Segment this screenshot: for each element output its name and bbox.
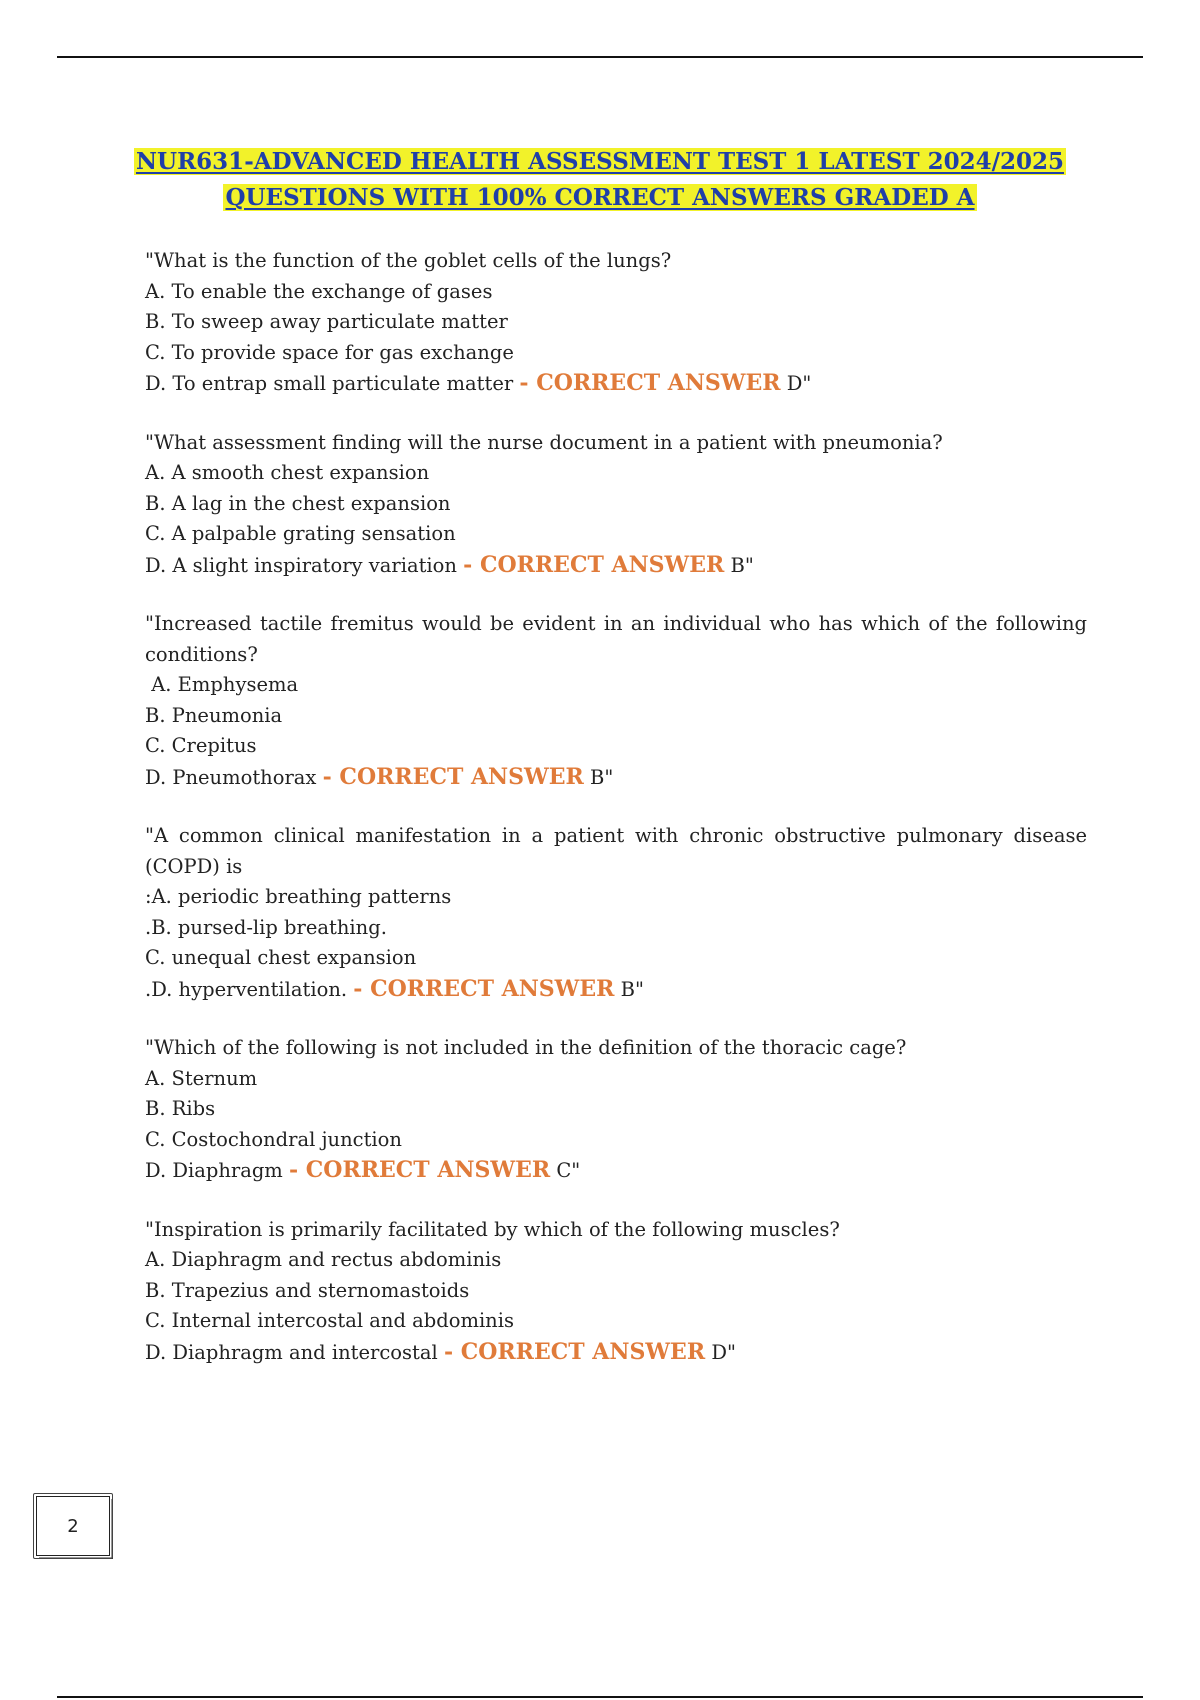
option-b: B. To sweep away particulate matter bbox=[145, 310, 508, 333]
question-5 bbox=[145, 1033, 1087, 1187]
title-line-2: QUESTIONS WITH 100% CORRECT ANSWERS GRADED A bbox=[225, 184, 975, 211]
answer-letter: C" bbox=[556, 1159, 581, 1182]
option-b: B. Pneumonia bbox=[145, 703, 283, 727]
question-6 bbox=[145, 1215, 1087, 1369]
option-c: C. Crepitus bbox=[145, 734, 257, 757]
correct-answer-label: - CORRECT ANSWER bbox=[322, 763, 584, 790]
option-d-with-answer bbox=[145, 974, 1087, 1006]
option-c: C. unequal chest expansion bbox=[145, 946, 417, 969]
option-a: A. To enable the exchange of gases bbox=[145, 279, 493, 303]
option-d: D. Diaphragm and intercostal bbox=[145, 1340, 438, 1364]
answer-letter: D" bbox=[786, 372, 812, 395]
correct-answer-label: - CORRECT ANSWER bbox=[519, 370, 781, 396]
option-a: A. A smooth chest expansion bbox=[145, 461, 430, 484]
answer-letter: B" bbox=[730, 553, 754, 577]
question-2 bbox=[145, 428, 1087, 582]
option-c: C. Costochondral junction bbox=[145, 1127, 402, 1151]
bottom-rule bbox=[57, 1696, 1143, 1698]
question-stem: "What assessment finding will the nurse document in a patient with pneumonia? bbox=[145, 430, 943, 454]
option-b: B. Trapezius and sternomastoids bbox=[145, 1278, 470, 1302]
correct-answer-label: - CORRECT ANSWER bbox=[289, 1157, 551, 1183]
question-stem: "A common clinical manifestation in a patient with chronic obstructive pulmonary disease (COPD) is bbox=[145, 824, 1087, 878]
title-line-1: NUR631-ADVANCED HEALTH ASSESSMENT TEST 1 LATEST 2024/2025 bbox=[135, 148, 1064, 175]
top-rule bbox=[57, 56, 1143, 58]
option-b: B. Ribs bbox=[145, 1097, 216, 1120]
answer-letter: B" bbox=[590, 765, 614, 789]
question-3 bbox=[145, 609, 1087, 793]
correct-answer-label: - CORRECT ANSWER bbox=[443, 1338, 706, 1365]
option-d: D. A slight inspiratory variation bbox=[145, 553, 457, 577]
option-d: D. To entrap small particulate matter bbox=[145, 372, 514, 395]
option-a: A. Sternum bbox=[145, 1066, 258, 1090]
question-stem: "Inspiration is primarily facilitated by which of the following muscles? bbox=[145, 1217, 840, 1241]
question-stem: "Increased tactile fremitus would be evident in an individual who has which of the following conditions? bbox=[145, 612, 1087, 666]
option-d-with-answer bbox=[145, 1155, 1087, 1187]
option-d-with-answer bbox=[145, 1337, 1087, 1369]
option-b: .B. pursed-lip breathing. bbox=[145, 915, 387, 939]
question-stem: "Which of the following is not included in the definition of the thoracic cage? bbox=[145, 1036, 907, 1059]
option-d-with-answer bbox=[145, 368, 1087, 400]
question-4 bbox=[145, 821, 1087, 1005]
option-c: C. A palpable grating sensation bbox=[145, 522, 456, 545]
question-stem: "What is the function of the goblet cells of the lungs? bbox=[145, 249, 672, 272]
option-c: C. Internal intercostal and abdominis bbox=[145, 1309, 514, 1332]
question-1 bbox=[145, 246, 1087, 400]
option-d: D. Diaphragm bbox=[145, 1159, 283, 1182]
correct-answer-label: - CORRECT ANSWER bbox=[463, 551, 725, 578]
page-number-box bbox=[36, 1496, 110, 1556]
option-d-with-answer bbox=[145, 762, 1087, 794]
option-a: :A. periodic breathing patterns bbox=[145, 885, 452, 908]
page-number: 2 bbox=[67, 1515, 79, 1537]
answer-letter: B" bbox=[620, 977, 644, 1001]
option-d: .D. hyperventilation. bbox=[145, 977, 348, 1001]
option-d-with-answer bbox=[145, 550, 1087, 582]
option-a: A. Diaphragm and rectus abdominis bbox=[145, 1248, 502, 1271]
option-b: B. A lag in the chest expansion bbox=[145, 491, 451, 515]
answer-letter: D" bbox=[711, 1340, 736, 1364]
document-title bbox=[60, 144, 1140, 216]
option-c: C. To provide space for gas exchange bbox=[145, 340, 514, 364]
option-a: A. Emphysema bbox=[145, 673, 299, 696]
question-list bbox=[145, 246, 1087, 1396]
option-d: D. Pneumothorax bbox=[145, 765, 317, 789]
correct-answer-label: - CORRECT ANSWER bbox=[353, 975, 615, 1002]
